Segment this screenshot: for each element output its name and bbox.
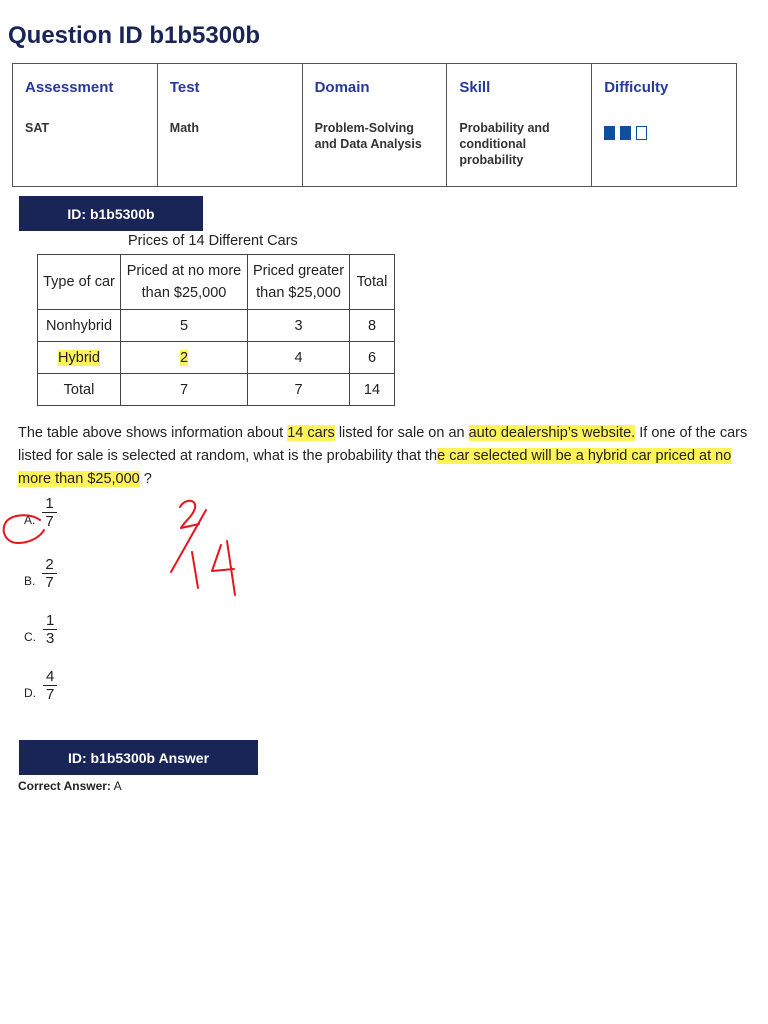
handwritten-two bbox=[180, 501, 199, 528]
table-cell: Nonhybrid bbox=[38, 310, 121, 342]
meta-domain-header: Domain bbox=[314, 79, 370, 96]
highlighted-text: 2 bbox=[179, 349, 189, 366]
table-cell: 14 bbox=[350, 374, 395, 406]
fraction-numerator: 1 bbox=[42, 495, 56, 513]
highlighted-text: auto dealership’s website. bbox=[468, 425, 636, 441]
table-cell: 7 bbox=[121, 374, 248, 406]
question-segment: ? bbox=[139, 471, 152, 487]
table-cell: 7 bbox=[248, 374, 350, 406]
question-segment: listed for sale on an bbox=[334, 425, 469, 441]
meta-assessment-value: SAT bbox=[25, 121, 50, 135]
meta-test-header: Test bbox=[169, 79, 200, 96]
fraction-numerator: 1 bbox=[43, 612, 57, 630]
table-cell: 3 bbox=[248, 310, 350, 342]
fraction-numerator: 4 bbox=[43, 668, 57, 686]
answer-circle-mark bbox=[4, 512, 44, 543]
fraction-denominator: 3 bbox=[46, 630, 55, 647]
meta-skill-header: Skill bbox=[459, 79, 491, 96]
table-header-cell: Priced at no more than $25,000 bbox=[121, 255, 248, 310]
page-title: Question ID b1b5300b bbox=[8, 22, 261, 49]
question-segment: The table above shows information about bbox=[18, 425, 288, 441]
meta-domain-line: Problem-Solving bbox=[314, 121, 414, 135]
question-id-banner: ID: b1b5300b bbox=[19, 196, 203, 231]
meta-skill-line: probability bbox=[459, 153, 524, 167]
highlighted-text: Hybrid bbox=[58, 349, 100, 366]
meta-skill-line: Probability and bbox=[459, 121, 550, 135]
answer-id-banner: ID: b1b5300b Answer bbox=[19, 740, 258, 775]
table-header-cell: Type of car bbox=[38, 255, 121, 310]
correct-answer-label: Correct Answer: bbox=[18, 779, 111, 793]
handwritten-four bbox=[212, 541, 235, 595]
table-cell: 4 bbox=[248, 342, 350, 374]
choice-letter: C. bbox=[24, 629, 36, 644]
table-header-cell: Total bbox=[350, 255, 395, 310]
question-segment: If one of the cars listed for sale is selected at random, what is the probability that th bbox=[18, 425, 748, 464]
fraction-denominator: 7 bbox=[46, 686, 55, 703]
table-cell: 8 bbox=[350, 310, 395, 342]
meta-difficulty-header: Difficulty bbox=[604, 79, 669, 96]
table-header-cell: Priced greater than $25,000 bbox=[248, 255, 350, 310]
table-cell: 6 bbox=[350, 342, 395, 374]
fraction-denominator: 7 bbox=[45, 574, 54, 591]
table-caption: Prices of 14 Different Cars bbox=[128, 233, 298, 249]
correct-answer-value: A bbox=[110, 779, 122, 793]
table-cell: 5 bbox=[121, 310, 248, 342]
meta-skill-line: conditional bbox=[459, 137, 527, 151]
fraction-numerator: 2 bbox=[42, 556, 56, 574]
correct-answer bbox=[18, 779, 122, 793]
fraction-denominator: 7 bbox=[45, 513, 54, 530]
meta-assessment-header: Assessment bbox=[25, 79, 114, 96]
table-cell: Total bbox=[38, 374, 121, 406]
meta-domain-line: and Data Analysis bbox=[314, 137, 422, 151]
choice-letter: B. bbox=[24, 573, 36, 588]
meta-test-value: Math bbox=[169, 121, 199, 135]
highlighted-text: 14 cars bbox=[287, 425, 335, 441]
choice-letter: D. bbox=[24, 685, 36, 700]
handwritten-one bbox=[192, 552, 198, 588]
choice-letter: A. bbox=[24, 512, 36, 527]
highlighted-text: e car selected will be a hybrid car priced at no more than $25,000 bbox=[18, 448, 732, 487]
